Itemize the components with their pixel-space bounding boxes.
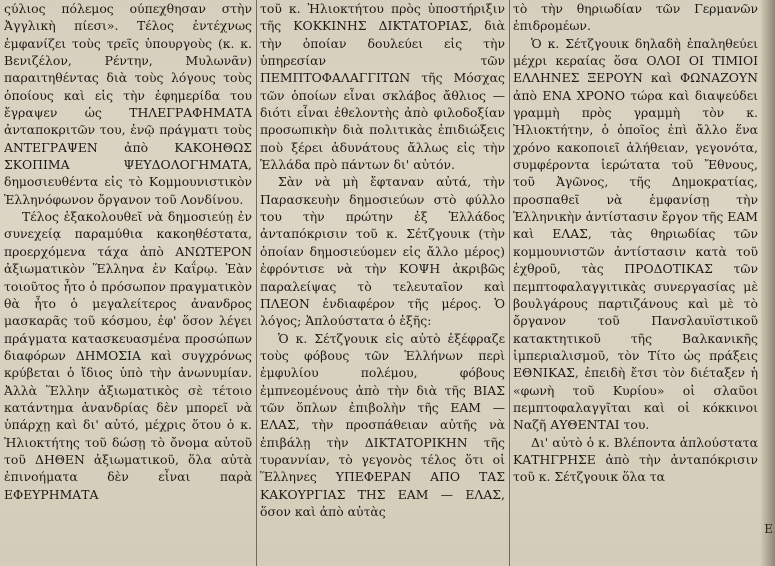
column-3-paragraph-1: τὸ τὴν θηριωδίαν τῶν Γερμανῶν ἐπιδρομέων. <box>513 1 758 34</box>
column-3 <box>513 0 758 566</box>
column-1 <box>4 0 252 566</box>
column-divider-2 <box>509 0 510 566</box>
column-2-paragraph-2: Σὰν νὰ μὴ ἔφταναν αὐτά, τὴν Παρασκευὴν δημοσιεύων στὸ φύλλο του τὴν πρώτην ἐξ Ἑλλάδος ἀνταπόκρισιν τοῦ κ. Σέτζγουικ (τὴν ὁποίαν δημοσιεύομεν εἰς ἄλλο μέρος) ἐφρόντισε νὰ τὴν ΚΟΨΗ ἀκριβῶς παραλείψας τὸ τελευταῖον καὶ ΠΛΕΟΝ ἐνδιαφέρον τῆς μέρος. Ὁ λόγος; Ἁπλούστατα ὁ ἑξῆς: <box>260 174 505 329</box>
column-2 <box>260 0 505 566</box>
column-1-paragraph-2: Τέλος ἐξακολουθεῖ νὰ δημοσιεύῃ ἐν συνεχείᾳ παραμύθια κακοηθέστατα, προερχόμενα τάχα ἀπὸ ΑΝΩΤΕΡΟΝ ἀξιωματικὸν Ἕλληνα ἐν Καΐρῳ. Ἐὰν τοιοῦτος ἦτο ὁ πρόσωπον πραγματικὸν θὰ ἦτο ὁ μεγαλείτερος ἀνανδρος μασκαρᾶς τοῦ κόσμου, ἐφ' ὅσον λέγει πράγματα κατασκευασμένα προσώπων διαφόρων ΔΗΜΟΣΙΑ καὶ συγχρόνως κρύβεται ὁ ἴδιος ὑπὸ τὴν ἀνωνυμίαν. Ἀλλὰ Ἕλλην ἀξιωματικὸς σὲ τέτοιο κατάντημα ἀνανδρίας δὲν μπορεῖ νὰ ὑπάρχῃ καὶ δι' αὐτό, μέχρις ὅτου ὁ κ. Ἠλιοκτήτης τοῦ δώσῃ τὸ ὄνομα αὐτοῦ τοῦ ΔΗΘΕΝ ἀξιωματικοῦ, ὅλα αὐτὰ ἐπινοήματα δὲν εἶναι παρὰ ΕΦΕΥΡΗΜΑΤΑ <box>4 209 252 502</box>
column-2-paragraph-1: τοῦ κ. Ἠλιοκτήτου πρὸς ὑποστήριξιν τῆς ΚΟΚΚΙΝΗΣ ΔΙΚΤΑΤΟΡΙΑΣ, διὰ τὴν ὁποίαν δουλεύει εἰς τὴν ὑπηρεσίαν τῶν ΠΕΜΠΤΟΦΑΛΑΓΓΙΤΩΝ τῆς Μόσχας τῶν ὁποίων εἶναι σκλάβος ἄθλιος — διότι εἶναι ἐθελοντὴς ἀπὸ φιλοδοξίαν προσωπικὴν διὰ πολιτικὰς ἐπιδιώξεις ποὺ ξέρει ἀδυνάτους ἄλλως εἰς τὴν Ἑλλάδα πρὸ πάντων δι' αὐτόν. <box>260 1 505 173</box>
column-3-paragraph-3: Δι' αὐτὸ ὁ κ. Βλέποντα ἁπλούστατα ΚΑΤΗΓΡΗΣΕ ἀπὸ τὴν ἀνταπόκρισιν τοῦ κ. Σέτζγουικ ὅλα τα <box>513 434 758 485</box>
column-2-paragraph-3: Ὁ κ. Σέτζγουικ εἰς αὐτὸ ἐξέφραζε τοὺς φόβους τῶν Ἑλλήνων περὶ ἐμφυλίου πολέμου, φόβους ἐμπνεομένους ἀπὸ τὴν διὰ τῆς ΒΙΑΣ τῶν ὅπλων ἐπιβολὴν τῆς ΕΑΜ — ΕΛΑΣ, τὴν προσπάθειαν αὐτῆς νὰ ἐπιβάλῃ τὴν ΔΙΚΤΑΤΟΡΙΚΗΝ τῆς τυραννίαν, τὸ γεγονὸς τέλος ὅτι οἱ Ἕλληνες ΥΠΕΦΕΡΑΝ ΑΠΟ ΤΑΣ ΚΑΚΟΥΡΓΙΑΣ ΤΗΣ ΕΑΜ — ΕΛΑΣ, ὅσον καὶ ἀπὸ αὐτὰς <box>260 330 505 519</box>
edge-mark: E <box>764 522 773 536</box>
column-1-paragraph-1: ςύλιος πόλεμος ούπεχθησαν στὴν Ἀγγλικὴ πίεσι». Τέλος ἐντέχνως ἐμφανίζει τοὺς τρεῖς ὑπουργοὺς (κ. κ. Βενιζέλον, Ρέντην, Μυλωνᾶν) παραιτηθέντας διὰ τοὺς λόγους τοὺς ὁποίους καὶ εἰς τὴν ἐφημερίδα του ἔγραψεν ὡς ΤΗΛΕΓΡΑΦΗΜΑΤΑ ἀνταποκριτῶν του, ἐνῷ πράγματι τοὺς ΑΝΤΕΓΡΑΨΕΝ ἀπὸ ΚΑΚΟΗΘΩΣ ΣΚΟΠΙΜΑ ΨΕΥΔΟΛΟΓΗΜΑΤΑ, δημοσιευθέντα εἰς τὸ Κομμουνιστικὸν Ἑλληνόφωνον ὄργανον τοῦ Λονδίνου. <box>4 1 252 207</box>
column-divider-1 <box>256 0 257 566</box>
page-edge <box>761 0 775 566</box>
column-3-paragraph-2: Ὁ κ. Σέτζγουικ δηλαδὴ ἐπαληθεύει μέχρι κεραίας ὅσα ΟΛΟΙ ΟΙ ΤΙΜΙΟΙ ΕΛΛΗΝΕΣ ΞΕΡΟΥΝ καὶ ΦΩΝΑΖΟΥΝ ἀπὸ ΕΝΑ ΧΡΟΝΟ τώρα καὶ διαψεύδει γραμμὴ πρὸς γραμμὴ τὸν κ. Ἠλιοκτήτην, ὁ ὁποῖος ἐπὶ ἄλλο ἕνα χρόνο κακοποιεῖ ἀλήθειαν, γεγονότα, συμφέροντα ἱερώτατα τοῦ Ἔθνους, τοῦ Ἀγῶνος, τῆς Δημοκρατίας, προσπαθεῖ νὰ ἐμφανίσῃ τὴν Ἑλληνικὴν ἀντίστασιν ἔργον τῆς ΕΑΜ καὶ ΕΛΑΣ, τὰς θηριωδίας τῶν κομμουνιστῶν ἀντίστασιν κατὰ τοῦ ἐχθροῦ, τὰς ΠΡΟΔΟΤΙΚΑΣ τῶν πεμπτοφαλαγγιτικὰς συνεργασίας μὲ βουλγάρους παρτιζάνους καὶ μὲ τὸ ὄργανον τοῦ Πανσλαυϊστικοῦ κατακτητικοῦ τῆς Βαλκανικῆς ἱμπεριαλισμοῦ, τὸν Τίτο ὡς πράξεις ΕΘΝΙΚΑΣ, ἐπειδὴ ἔτσι τὸν διέταξεν ἡ «φωνὴ τοῦ Κυρίου» οἱ σλαῦοι πεμπτοφαλαγγῖται καὶ οἱ κόκκινοι Ναζῆ ΑΥΘΕΝΤΑΙ του. <box>513 35 758 433</box>
